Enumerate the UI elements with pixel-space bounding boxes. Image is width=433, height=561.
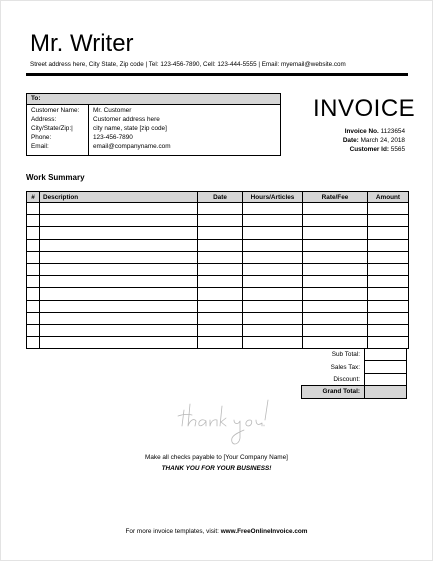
table-row — [27, 215, 409, 227]
cell-description[interactable] — [40, 300, 198, 312]
cell-number[interactable] — [27, 300, 40, 312]
column-number: # — [27, 192, 40, 203]
bill-to-box — [26, 93, 281, 156]
bill-to-values — [89, 105, 279, 155]
sales-tax-row — [302, 361, 407, 373]
cell-rate-fee[interactable] — [303, 337, 368, 349]
table-row — [27, 300, 409, 312]
cell-rate-fee[interactable] — [303, 276, 368, 288]
thank-you-business-line: THANK YOU FOR YOUR BUSINESS! — [161, 465, 272, 472]
cell-amount[interactable] — [368, 324, 409, 336]
totals-table — [301, 348, 407, 399]
cell-number[interactable] — [27, 263, 40, 275]
checks-payable-line: Make all checks payable to [Your Company Name] — [145, 454, 288, 461]
cell-number[interactable] — [27, 288, 40, 300]
cell-description[interactable] — [40, 312, 198, 324]
cell-number[interactable] — [27, 227, 40, 239]
cell-date[interactable] — [198, 227, 243, 239]
cell-amount[interactable] — [368, 251, 409, 263]
cell-amount[interactable] — [368, 300, 409, 312]
bill-to-heading: To: — [31, 95, 41, 102]
cell-amount[interactable] — [368, 227, 409, 239]
cell-rate-fee[interactable] — [303, 215, 368, 227]
table-row — [27, 251, 409, 263]
cell-description[interactable] — [40, 215, 198, 227]
value-email: email@companyname.com — [93, 143, 171, 150]
cell-hours-articles[interactable] — [243, 215, 303, 227]
work-summary-title: Work Summary — [26, 173, 85, 182]
cell-description[interactable] — [40, 324, 198, 336]
cell-amount[interactable] — [368, 337, 409, 349]
cell-rate-fee[interactable] — [303, 312, 368, 324]
cell-amount[interactable] — [368, 203, 409, 215]
customer-id-value: 5565 — [390, 146, 405, 153]
column-amount: Amount — [368, 192, 409, 203]
cell-number[interactable] — [27, 312, 40, 324]
cell-description[interactable] — [40, 263, 198, 275]
invoice-number-value: 1123654 — [380, 128, 405, 135]
thank-you-signature — [176, 394, 272, 450]
invoice-date-value: March 24, 2018 — [360, 137, 405, 144]
cell-number[interactable] — [27, 215, 40, 227]
cell-description[interactable] — [40, 203, 198, 215]
cell-amount[interactable] — [368, 276, 409, 288]
invoice-date-label: Date: — [342, 137, 359, 144]
sub-total-row — [302, 349, 407, 361]
cell-hours-articles[interactable] — [243, 312, 303, 324]
cell-rate-fee[interactable] — [303, 288, 368, 300]
table-row — [27, 263, 409, 275]
invoice-number-label: Invoice No. — [344, 128, 379, 135]
discount-label: Discount: — [333, 375, 360, 383]
column-description: Description — [40, 192, 198, 203]
table-row — [27, 337, 409, 349]
invoice-title: INVOICE — [313, 95, 416, 122]
cell-date[interactable] — [198, 300, 243, 312]
cell-hours-articles[interactable] — [243, 251, 303, 263]
table-row — [27, 227, 409, 239]
cell-description[interactable] — [40, 288, 198, 300]
cell-amount[interactable] — [368, 263, 409, 275]
cell-amount[interactable] — [368, 288, 409, 300]
cell-rate-fee[interactable] — [303, 324, 368, 336]
table-header-row — [27, 192, 409, 203]
cell-rate-fee[interactable] — [303, 227, 368, 239]
cell-rate-fee[interactable] — [303, 239, 368, 251]
label-customer-name: Customer Name: — [31, 107, 80, 114]
company-name: Mr. Writer — [30, 30, 134, 57]
sales-tax-value[interactable] — [365, 361, 407, 373]
cell-number[interactable] — [27, 239, 40, 251]
invoice-number — [345, 128, 405, 135]
cell-rate-fee[interactable] — [303, 300, 368, 312]
cell-hours-articles[interactable] — [243, 288, 303, 300]
invoice-date — [343, 137, 405, 144]
cell-hours-articles[interactable] — [243, 300, 303, 312]
table-row — [27, 276, 409, 288]
cell-date[interactable] — [198, 251, 243, 263]
cell-amount[interactable] — [368, 312, 409, 324]
cell-rate-fee[interactable] — [303, 203, 368, 215]
cell-hours-articles[interactable] — [243, 263, 303, 275]
value-city-state-zip: city name, state [zip code] — [93, 125, 167, 132]
cell-hours-articles[interactable] — [243, 337, 303, 349]
cell-number[interactable] — [27, 203, 40, 215]
cell-number[interactable] — [27, 337, 40, 349]
value-customer-name: Mr. Customer — [93, 107, 132, 114]
cell-date[interactable] — [198, 276, 243, 288]
cell-rate-fee[interactable] — [303, 251, 368, 263]
cell-description[interactable] — [40, 239, 198, 251]
customer-id — [350, 146, 405, 153]
column-date: Date — [198, 192, 243, 203]
company-address-line: Street address here, City State, Zip code | Tel: 123-456-7890, Cell: 123-444-5555 | Email: myemail@website.com — [30, 61, 346, 68]
column-hours-articles: Hours/Articles — [243, 192, 303, 203]
grand-total-label: Grand Total: — [302, 386, 365, 398]
cell-number[interactable] — [27, 324, 40, 336]
grand-total-value[interactable] — [365, 386, 407, 398]
cell-date[interactable] — [198, 215, 243, 227]
label-address: Address: — [31, 116, 57, 123]
cell-description[interactable] — [40, 276, 198, 288]
bill-to-heading-bar — [27, 94, 280, 105]
table-row — [27, 239, 409, 251]
cell-date[interactable] — [198, 288, 243, 300]
value-phone: 123-456-7890 — [93, 134, 133, 141]
value-address: Customer address here — [93, 116, 160, 123]
sub-total-label: Sub Total: — [331, 351, 360, 359]
table-row — [27, 312, 409, 324]
label-city-state-zip: City/State/Zip:| — [31, 125, 73, 132]
cell-description[interactable] — [40, 251, 198, 263]
cell-number[interactable] — [27, 276, 40, 288]
footer-site-link[interactable]: www.FreeOnlineInvoice.com — [220, 528, 308, 535]
cell-rate-fee[interactable] — [303, 263, 368, 275]
cell-date[interactable] — [198, 263, 243, 275]
discount-row — [302, 373, 407, 385]
discount-value[interactable] — [365, 373, 407, 385]
cell-hours-articles[interactable] — [243, 276, 303, 288]
cell-hours-articles[interactable] — [243, 239, 303, 251]
cell-number[interactable] — [27, 251, 40, 263]
grand-total-row — [302, 386, 407, 398]
cell-date[interactable] — [198, 239, 243, 251]
cell-amount[interactable] — [368, 239, 409, 251]
cell-description[interactable] — [40, 337, 198, 349]
sub-total-value[interactable] — [365, 349, 407, 361]
label-phone: Phone: — [31, 134, 52, 141]
cell-date[interactable] — [198, 324, 243, 336]
cell-amount[interactable] — [368, 215, 409, 227]
cell-hours-articles[interactable] — [243, 227, 303, 239]
work-summary-table — [26, 191, 409, 349]
cell-date[interactable] — [198, 203, 243, 215]
cell-date[interactable] — [198, 312, 243, 324]
cell-hours-articles[interactable] — [243, 203, 303, 215]
cell-description[interactable] — [40, 227, 198, 239]
customer-id-label: Customer Id: — [349, 146, 389, 153]
sales-tax-label: Sales Tax: — [330, 363, 360, 371]
footer — [0, 528, 433, 535]
footer-prefix: For more invoice templates, visit: — [125, 528, 221, 535]
bill-to-labels — [27, 105, 89, 155]
column-rate-fee: Rate/Fee — [303, 192, 368, 203]
table-row — [27, 288, 409, 300]
cell-hours-articles[interactable] — [243, 324, 303, 336]
cell-date[interactable] — [198, 337, 243, 349]
header-divider — [26, 73, 408, 76]
label-email: Email: — [31, 143, 49, 150]
table-row — [27, 324, 409, 336]
table-row — [27, 203, 409, 215]
